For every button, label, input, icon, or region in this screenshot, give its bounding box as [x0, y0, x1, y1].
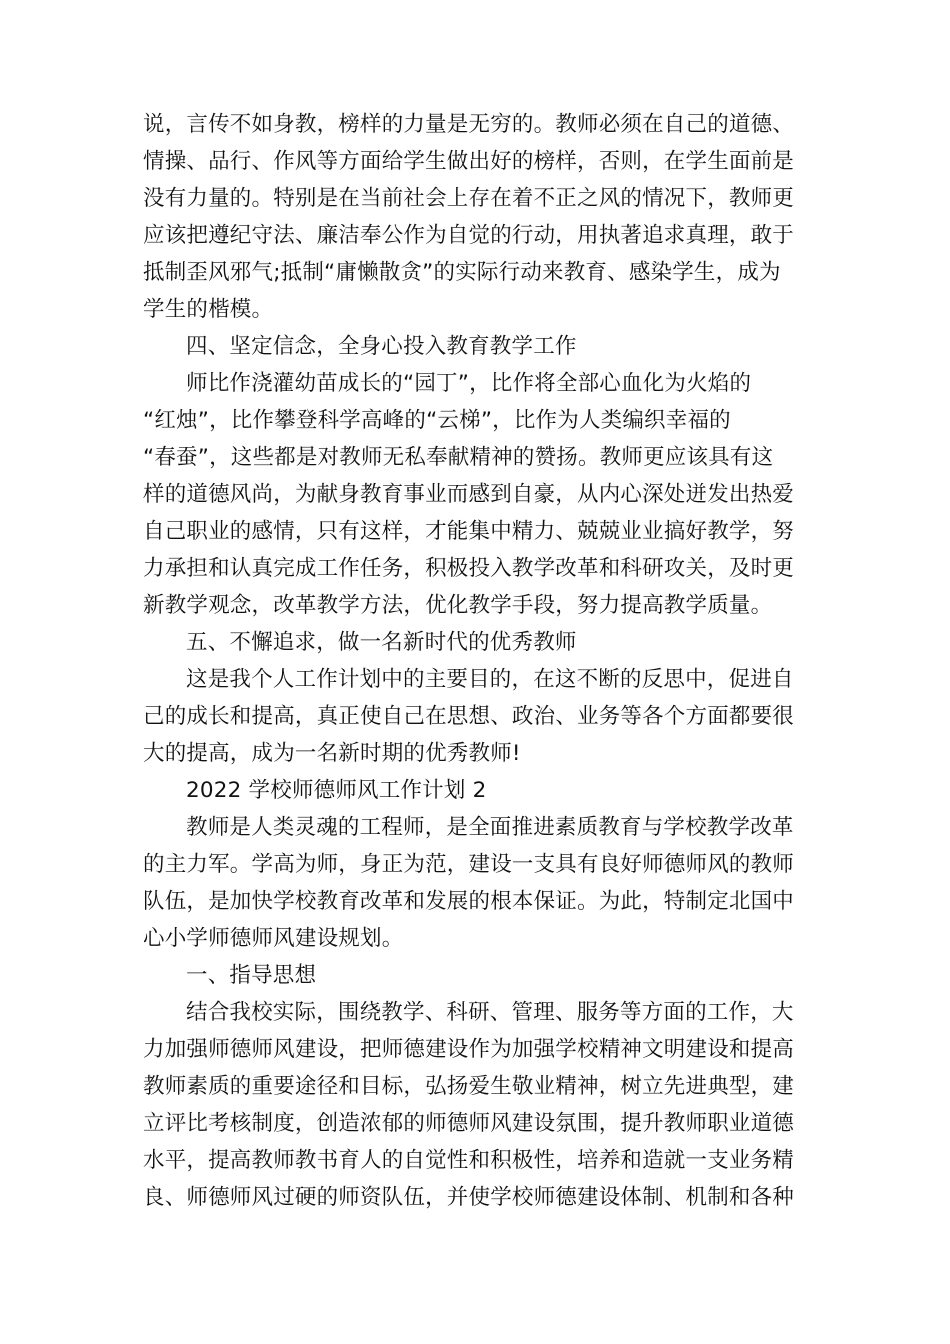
paragraph-start-line: 五、不懈追求，做一名新时代的优秀教师 — [186, 630, 577, 655]
text-line: 新教学观念，改革教学方法，优化教学手段，努力提高教学质量。 — [143, 593, 773, 618]
text-line: 大的提高，成为一名新时期的优秀教师! — [143, 741, 521, 766]
paragraph-start-line: 师比作浇灌幼苗成长的“园丁”，比作将全部心血化为火焰的 — [186, 371, 752, 396]
text-line: “红烛”，比作攀登科学高峰的“云梯”，比作为人类编织幸福的 — [143, 408, 731, 433]
text-line: 没有力量的。特别是在当前社会上存在着不正之风的情况下，教师更 — [143, 186, 795, 211]
text-line: 自己职业的感情，只有这样，才能集中精力、兢兢业业搞好教学，努 — [143, 519, 795, 544]
text-line: 心小学师德师风建设规划。 — [143, 926, 404, 951]
paragraph-start-line: 结合我校实际，围绕教学、科研、管理、服务等方面的工作，大 — [186, 1000, 794, 1025]
text-line: 立评比考核制度，创造浓郁的师德师风建设氛围，提升教师职业道德 — [143, 1111, 795, 1136]
paragraph-start-line: 教师是人类灵魂的工程师，是全面推进素质教育与学校教学改革 — [186, 815, 794, 840]
text-line: 应该把遵纪守法、廉洁奉公作为自觉的行动，用执著追求真理，敢于 — [143, 223, 795, 248]
text-line: 己的成长和提高，真正使自己在思想、政治、业务等各个方面都要很 — [143, 704, 795, 729]
text-line: 说，言传不如身教，榜样的力量是无穷的。教师必须在自己的道德、 — [143, 112, 795, 137]
text-line: 的主力军。学高为师，身正为范，建设一支具有良好师德师风的教师 — [143, 852, 795, 877]
text-line: 良、师德师风过硬的师资队伍，并使学校师德建设体制、机制和各种 — [143, 1185, 795, 1210]
text-line: “春蚕”，这些都是对教师无私奉献精神的赞扬。教师更应该具有这 — [143, 445, 774, 470]
paragraph-start-line: 一、指导思想 — [186, 963, 317, 988]
text-line: 力加强师德师风建设，把师德建设作为加强学校精神文明建设和提高 — [143, 1037, 795, 1062]
paragraph-start-line: 四、坚定信念，全身心投入教育教学工作 — [186, 334, 577, 359]
body-text — [143, 106, 811, 1216]
text-line: 水平，提高教师教书育人的自觉性和积极性，培养和造就一支业务精 — [143, 1148, 795, 1173]
text-line: 样的道德风尚，为献身教育事业而感到自豪，从内心深处迸发出热爱 — [143, 482, 795, 507]
paragraph-start-line: 这是我个人工作计划中的主要目的，在这不断的反思中，促进自 — [186, 667, 794, 692]
text-line: 力承担和认真完成工作任务，积极投入教学改革和科研攻关，及时更 — [143, 556, 795, 581]
text-line: 情操、品行、作风等方面给学生做出好的榜样，否则，在学生面前是 — [143, 149, 795, 174]
text-line: 队伍，是加快学校教育改革和发展的根本保证。为此，特制定北国中 — [143, 889, 795, 914]
text-line: 学生的楷模。 — [143, 297, 274, 322]
paragraph-start-line: 2022 学校师德师风工作计划 2 — [186, 778, 487, 803]
text-line: 抵制歪风邪气;抵制“庸懒散贪”的实际行动来教育、感染学生，成为 — [143, 260, 781, 285]
text-line: 教师素质的重要途径和目标，弘扬爱生敬业精神，树立先进典型，建 — [143, 1074, 795, 1099]
